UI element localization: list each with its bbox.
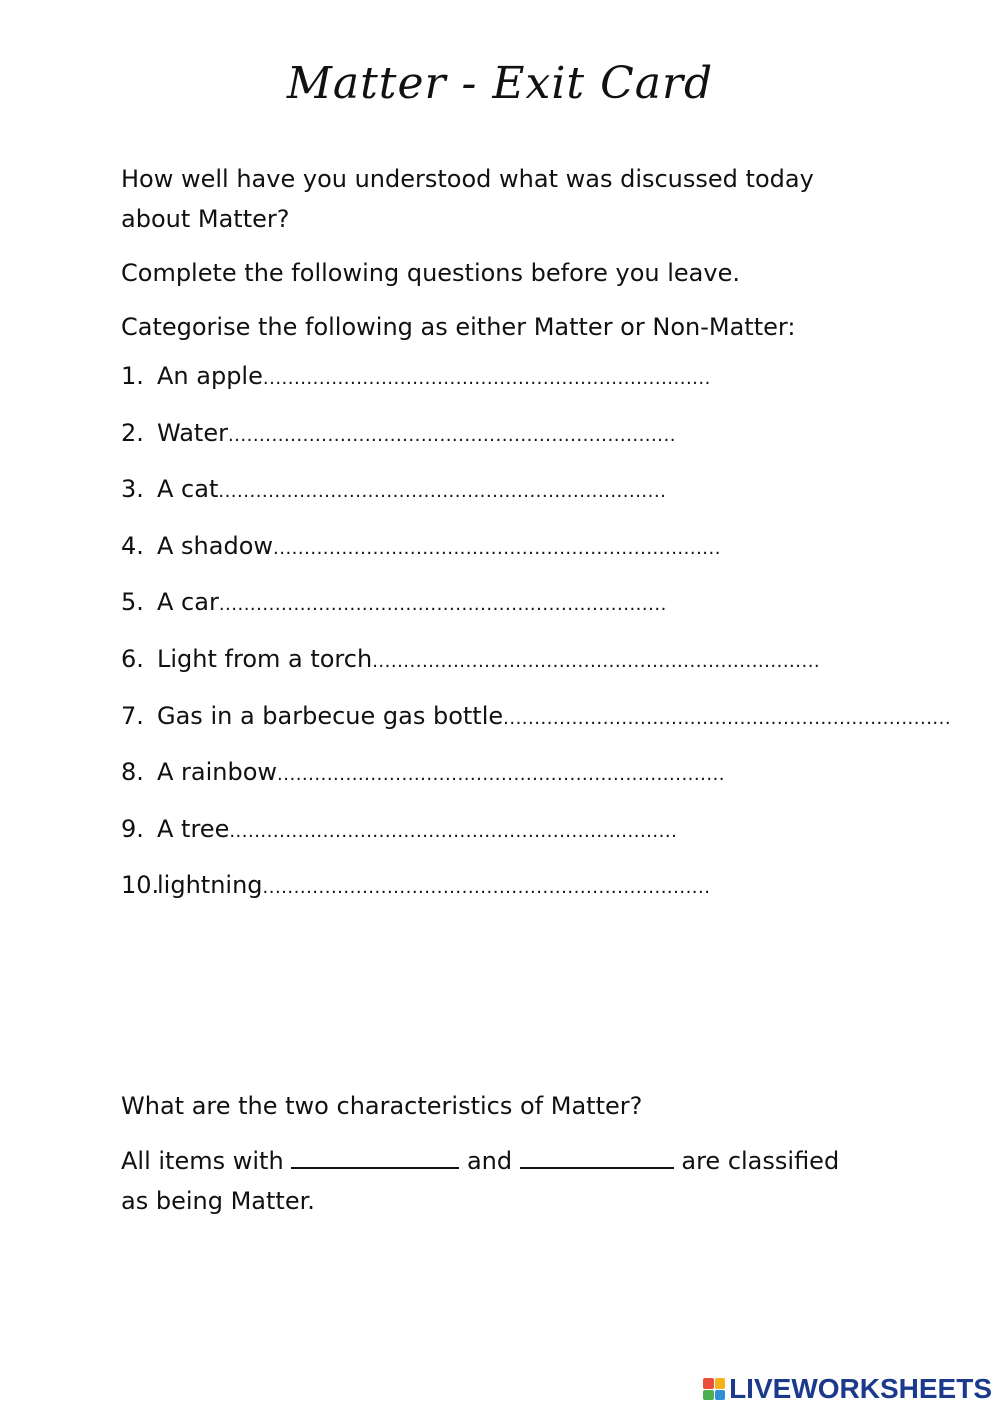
intro-instruction: Complete the following questions before you leave. <box>121 259 740 287</box>
logo-text: LIVEWORKSHEETS <box>729 1373 992 1404</box>
answer-row[interactable] <box>157 644 821 673</box>
characteristics-sentence <box>121 1141 881 1221</box>
blank-field-1[interactable] <box>291 1145 459 1169</box>
answer-row[interactable] <box>157 418 676 447</box>
intro-question: How well have you understood what was discussed today about Matter? <box>121 165 814 233</box>
answer-dots[interactable]: ........................................................................ <box>218 594 667 616</box>
list-item <box>121 815 681 872</box>
logo-mark-icon <box>703 1378 725 1400</box>
answer-dots[interactable]: ........................................................................ <box>277 764 726 786</box>
item-number: 3. <box>121 475 144 504</box>
list-item <box>121 701 952 759</box>
answer-row[interactable] <box>157 362 711 390</box>
list-item <box>121 362 711 419</box>
answer-row[interactable] <box>157 758 726 787</box>
item-number: 9. <box>121 814 144 843</box>
intro-task: Categorise the following as either Matter or Non-Matter: <box>121 313 796 341</box>
list-item <box>121 644 821 702</box>
item-number: 7. <box>121 701 144 730</box>
sentence-and: and <box>466 1147 513 1175</box>
list-item <box>121 588 681 645</box>
item-label: A tree <box>157 814 230 843</box>
item-number: 5. <box>121 588 144 617</box>
answer-dots[interactable]: ........................................................................ <box>273 537 721 559</box>
logo-square-yellow <box>715 1378 726 1389</box>
item-label: An apple <box>157 362 263 390</box>
blank-field-2[interactable] <box>520 1145 674 1169</box>
list-item <box>121 758 726 815</box>
item-list <box>121 362 952 928</box>
answer-row[interactable] <box>157 871 711 900</box>
item-number: 10. <box>121 871 160 900</box>
item-number: 2. <box>121 418 144 447</box>
answer-dots[interactable]: ........................................................................ <box>229 820 678 842</box>
answer-dots[interactable]: ........................................................................ <box>262 368 711 389</box>
list-item <box>121 419 681 476</box>
sentence-start: All items with <box>121 1147 284 1175</box>
item-number: 1. <box>121 362 144 390</box>
logo-square-blue <box>715 1390 726 1401</box>
item-label: Gas in a barbecue gas bottle <box>157 701 504 730</box>
list-item <box>121 871 711 928</box>
list-item <box>121 531 721 589</box>
item-label: A rainbow <box>157 758 278 787</box>
list-item <box>121 475 681 532</box>
answer-dots[interactable]: ........................................................................ <box>372 650 821 672</box>
item-label: A cat <box>157 475 219 504</box>
characteristics-question: What are the two characteristics of Matter? <box>121 1092 643 1120</box>
answer-dots[interactable]: ........................................................................ <box>218 481 667 503</box>
answer-dots[interactable]: ........................................................................ <box>503 707 952 729</box>
answer-row[interactable] <box>157 475 667 504</box>
item-label: Light from a torch <box>157 644 373 673</box>
item-number: 4. <box>121 531 144 560</box>
answer-row[interactable] <box>157 701 952 730</box>
answer-row[interactable] <box>157 531 721 560</box>
logo-square-red <box>703 1378 714 1389</box>
item-label: lightning <box>157 871 263 900</box>
liveworksheets-logo <box>703 1373 992 1405</box>
item-number: 8. <box>121 758 144 787</box>
page-title: Matter - Exit Card <box>286 58 714 109</box>
logo-square-green <box>703 1390 714 1401</box>
answer-row[interactable] <box>157 814 678 843</box>
sentence-end: are classified <box>681 1147 840 1175</box>
item-number: 6. <box>121 644 144 673</box>
item-label: A car <box>157 588 219 617</box>
sentence-last: as being Matter. <box>121 1187 315 1215</box>
answer-dots[interactable]: ........................................................................ <box>227 424 676 446</box>
answer-row[interactable] <box>157 588 667 617</box>
answer-dots[interactable]: ........................................................................ <box>262 877 711 899</box>
item-label: Water <box>157 418 228 447</box>
item-label: A shadow <box>157 531 274 560</box>
